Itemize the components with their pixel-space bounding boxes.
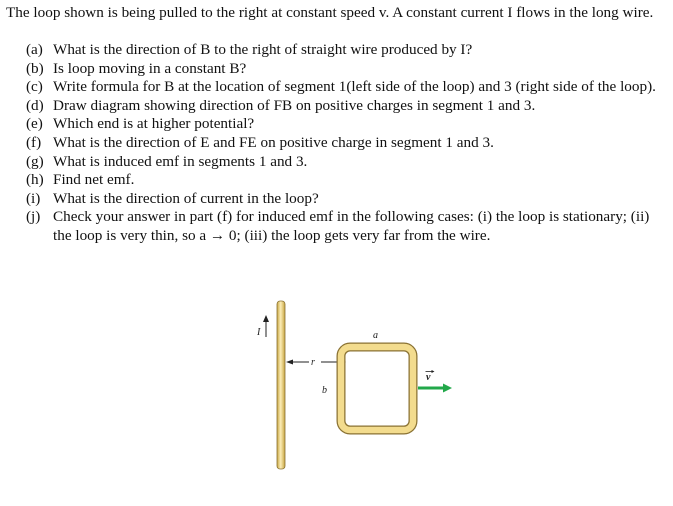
question-a xyxy=(26,41,666,60)
current-arrow-icon xyxy=(263,315,269,337)
distance-label: r xyxy=(311,357,315,368)
question-label: (f) xyxy=(26,133,42,151)
question-text: Which end is at higher potential? xyxy=(53,115,255,133)
question-label: (h) xyxy=(26,171,44,189)
question-label: (a) xyxy=(26,41,43,58)
question-e xyxy=(26,115,666,134)
velocity-label: v xyxy=(426,372,431,383)
current-label: I xyxy=(257,327,261,338)
question-text: Check your answer in part (f) for induced emf in the following cases: (i) the loop is stationary; (ii) the loop is very thin, so a → 0; (iii) the loop gets very far from the wire. xyxy=(53,208,650,244)
question-h xyxy=(26,171,666,190)
velocity-arrow-icon xyxy=(418,384,452,393)
question-f xyxy=(26,134,666,153)
loop-height-label: b xyxy=(322,385,327,396)
question-text: What is the direction of current in the loop? xyxy=(53,189,319,207)
question-b xyxy=(26,60,666,79)
question-text: Draw diagram showing direction of FB on positive charges in segment 1 and 3. xyxy=(53,96,536,114)
question-g xyxy=(26,153,666,172)
question-label: (d) xyxy=(26,96,44,114)
question-c xyxy=(26,78,666,97)
wire-loop-figure xyxy=(240,295,470,475)
question-label: (g) xyxy=(26,152,44,170)
problem-intro: The loop shown is being pulled to the right at constant speed v. A constant current I flows in the long wire. xyxy=(6,4,654,21)
question-d xyxy=(26,97,666,116)
question-text: What is induced emf in segments 1 and 3. xyxy=(53,152,308,170)
question-text: Find net emf. xyxy=(53,171,135,189)
loop-width-label: a xyxy=(373,330,378,341)
rectangular-loop xyxy=(341,347,413,430)
question-text: Write formula for B at the location of segment 1(left side of the loop) and 3 (right side of the loop). xyxy=(53,78,656,96)
long-wire xyxy=(277,301,285,469)
question-label: (e) xyxy=(26,115,43,133)
question-list xyxy=(26,41,666,246)
question-label: (j) xyxy=(26,208,41,226)
question-j xyxy=(26,208,666,245)
question-text: What is the direction of E and FE on positive charge in segment 1 and 3. xyxy=(53,133,494,151)
question-label: (c) xyxy=(26,78,43,96)
question-i xyxy=(26,190,666,209)
question-label: (b) xyxy=(26,59,44,77)
question-label: (i) xyxy=(26,189,41,207)
question-text: What is the direction of B to the right of straight wire produced by I? xyxy=(53,41,473,58)
question-text: Is loop moving in a constant B? xyxy=(53,59,247,77)
